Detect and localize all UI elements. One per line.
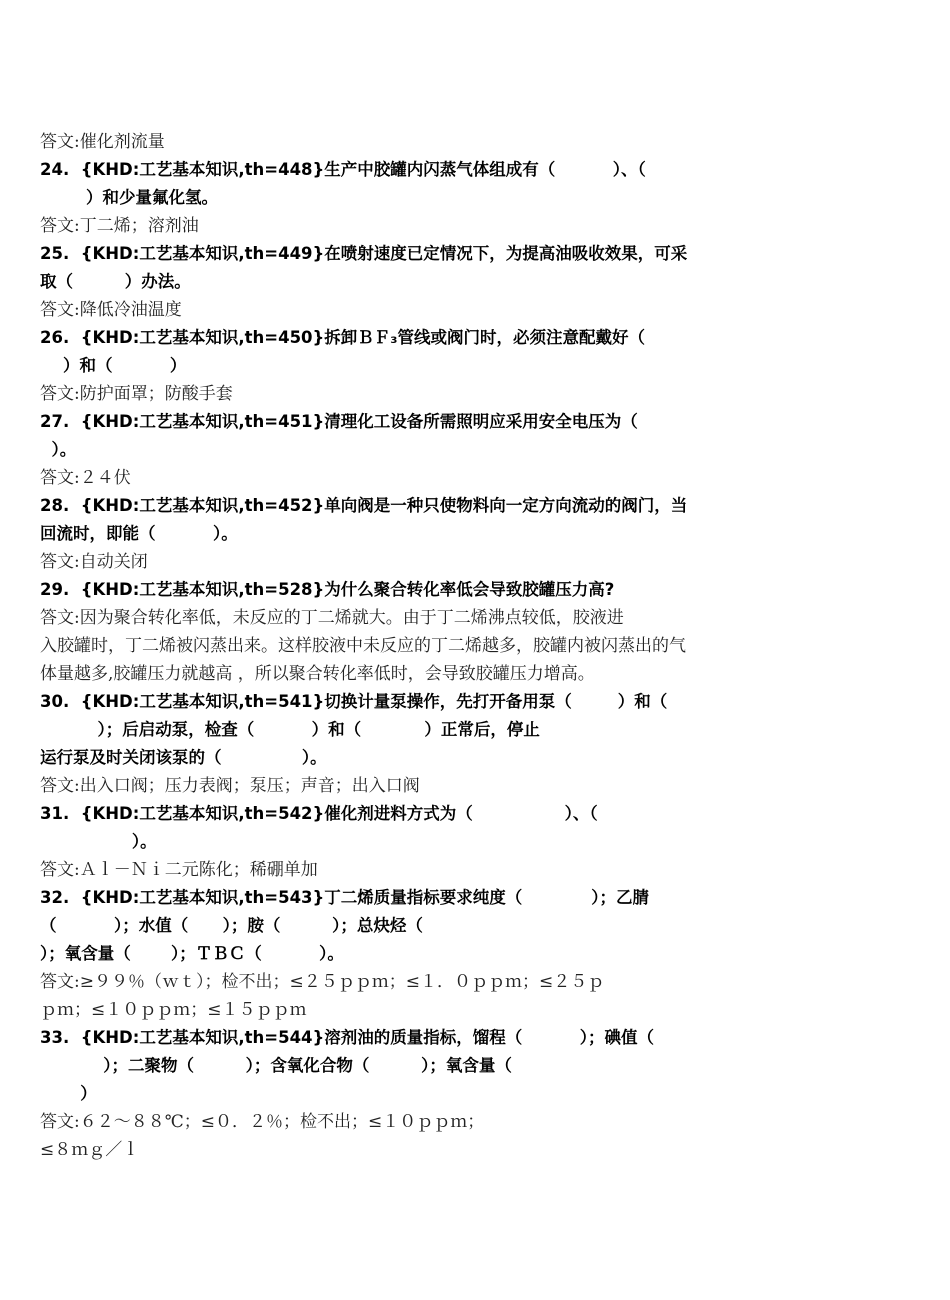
question-line: 33. {KHD:工艺基本知识,th=544}溶剂油的质量指标，馏程（ ）；碘值（ [40,1028,654,1047]
answer-line: 答文:催化剂流量 [40,132,165,152]
answer-line: 答文:２４伏 [40,468,131,488]
answer-line: 入胶罐时，丁二烯被闪蒸出来。这样胶液中未反应的丁二烯越多，胶罐内被闪蒸出的气 [40,636,686,656]
question-line: 运行泵及时关闭该泵的（ ）。 [40,748,327,767]
question-line: ）和（ ） [40,356,187,375]
question-line: 回流时，即能（ ）。 [40,524,238,543]
answer-line: 答文:出入口阀；压力表阀；泵压；声音；出入口阀 [40,776,420,796]
question-line: 取（ ）办法。 [40,272,191,291]
question-line: 28. {KHD:工艺基本知识,th=452}单向阀是一种只使物料向一定方向流动的阀门，当 [40,496,688,515]
question-line: ）。 [40,832,157,851]
answer-line: 答文:丁二烯；溶剂油 [40,216,199,236]
answer-line: ｐｍ；≤１０ｐｐｍ；≤１５ｐｐｍ [40,1000,307,1020]
question-line: 25. {KHD:工艺基本知识,th=449}在喷射速度已定情况下，为提高油吸收效果，可采 [40,244,688,263]
question-line: 26. {KHD:工艺基本知识,th=450}拆卸ＢＦ₃管线或阀门时，必须注意配戴好（ [40,328,645,347]
answer-line: 答文:防护面罩；防酸手套 [40,384,233,404]
answer-line: 答文:６２～８８℃；≤０．２％；检不出；≤１０ｐｐｍ； [40,1112,485,1132]
question-line: （ ）；水值（ ）；胺（ ）；总炔烃（ [40,916,423,935]
answer-line: 答文:≥９９％（ｗｔ）；检不出；≤２５ｐｐｍ；≤１．０ｐｐｍ；≤２５ｐ [40,972,605,992]
answer-line: 答文:自动关闭 [40,552,148,572]
question-line: ）和少量氟化氢。 [40,188,218,207]
question-line: 24. {KHD:工艺基本知识,th=448}生产中胶罐内闪蒸气体组成有（ ）、（ [40,160,646,179]
question-line: 30. {KHD:工艺基本知识,th=541}切换计量泵操作，先打开备用泵（ ）和（ [40,692,668,711]
question-line: ）；二聚物（ ）；含氧化合物（ ）；氧含量（ [40,1056,512,1075]
question-line: 31. {KHD:工艺基本知识,th=542}催化剂进料方式为（ ）、（ [40,804,598,823]
answer-line: 答文:Ａｌ－Ｎｉ二元陈化；稀硼单加 [40,860,318,880]
document-body [40,128,760,1164]
question-line: ）。 [40,440,77,459]
question-line: ）；后启动泵，检查（ ）和（ ）正常后，停止 [40,720,540,739]
answer-line: ≤８ｍｇ／ｌ [40,1140,140,1160]
question-line: 32. {KHD:工艺基本知识,th=543}丁二烯质量指标要求纯度（ ）；乙腈 [40,888,649,907]
question-line: 27. {KHD:工艺基本知识,th=451}清理化工设备所需照明应采用安全电压为（ [40,412,638,431]
question-line: ）；氧含量（ ）；ＴＢＣ（ ）。 [40,944,344,963]
answer-line: 答文:降低冷油温度 [40,300,182,320]
question-line: ） [40,1084,97,1103]
answer-line: 答文:因为聚合转化率低，未反应的丁二烯就大。由于丁二烯沸点较低，胶液进 [40,608,624,628]
question-line: 29. {KHD:工艺基本知识,th=528}为什么聚合转化率低会导致胶罐压力高? [40,580,615,599]
answer-line: 体量越多,胶罐压力就越高 ，所以聚合转化率低时，会导致胶罐压力增高。 [40,664,595,684]
